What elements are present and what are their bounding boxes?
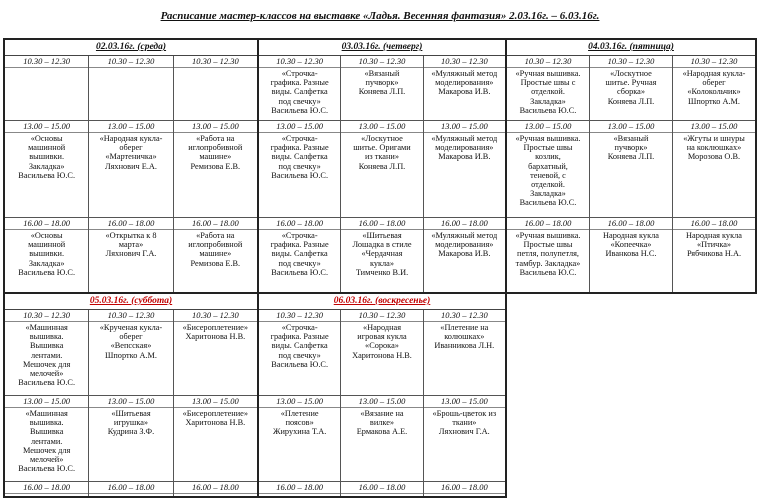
workshop-cell: Народная кукла «Копеечка» Иванкова Н.С.: [603, 231, 659, 259]
workshop-cell: «Строчка- графика. Разные виды. Салфетка под свечку» Васильева Ю.С.: [270, 231, 329, 277]
workshop-cell: «Шитьевая Лошадка в стиле «Чердачная кукла» Тимченко В.И.: [352, 231, 412, 277]
slot-time: 13.00 – 15.00: [89, 121, 172, 133]
day-header: 02.03.16г. (среда): [5, 40, 257, 56]
workshop-cell: «Народная кукла- оберег «Колокольчик» Шпортко А.М.: [682, 69, 746, 106]
time-slot: [174, 396, 257, 482]
schedule-grid: [3, 38, 757, 496]
workshop-cell: «Открытка к 8 марта» Ляхнович Г.А.: [105, 231, 157, 259]
workshop-cell: «Работа на иглопробивной машине» Ремизова Е.В.: [188, 231, 243, 268]
time-slot: [673, 121, 755, 218]
workshop-cell: [5, 68, 88, 70]
slot-time: 10.30 – 12.30: [341, 310, 422, 322]
workshop-cell: [174, 68, 257, 70]
slot-time: 16.00 – 18.00: [673, 218, 755, 230]
time-slot: [259, 482, 340, 496]
slot-time: 13.00 – 15.00: [507, 121, 589, 133]
time-slot: [5, 310, 88, 396]
workshop-cell: «Основы машинной вышивки. Закладка» Васильева Ю.С.: [18, 134, 76, 180]
slot-time: 10.30 – 12.30: [5, 56, 88, 68]
workshop-cell: «Бисероплетение» Харитонова Н.В.: [182, 323, 249, 342]
slot-time: 13.00 – 15.00: [5, 396, 88, 408]
schedule-column: [424, 56, 505, 292]
workshop-cell: «Ручная вышивка. Простые швы козлик, бархатный, теневой, с отделкой. Закладка» Васильева Ю.С.: [515, 134, 581, 208]
time-slot: [89, 310, 172, 396]
day-block-5: [257, 292, 507, 498]
time-slot: [89, 56, 172, 121]
time-slot: [174, 121, 257, 218]
schedule-column: [259, 56, 341, 292]
schedule-column: [89, 56, 173, 292]
time-slot: [424, 56, 505, 121]
day-header: 03.03.16г. (четверг): [259, 40, 505, 56]
time-slot: [590, 218, 672, 288]
slot-time: 13.00 – 15.00: [341, 396, 422, 408]
time-slot: [673, 56, 755, 121]
time-slot: [259, 56, 340, 121]
workshop-cell: «Вязаный пучворк» Коняева Л.П.: [607, 134, 655, 162]
time-slot: [341, 218, 422, 288]
slot-time: 10.30 – 12.30: [89, 310, 172, 322]
workshop-cell: «Ручная вышивка. Простые швы с отделкой. Закладка» Васильева Ю.С.: [515, 69, 581, 115]
workshop-cell: Народная кукла «Птичка» Рябчикова Н.А.: [686, 231, 742, 259]
day-header: 04.03.16г. (пятница): [507, 40, 755, 56]
schedule-column: [590, 56, 673, 292]
workshop-cell: «Плетение на колюшках» Иванникова Л.Н.: [434, 323, 495, 351]
slot-time: 13.00 – 15.00: [174, 396, 257, 408]
workshop-cell: «Народная игровая кукла «Сорока» Харитонова Н.В.: [352, 323, 412, 360]
workshop-cell: «Муляжный метод моделирования» Макарова И.В.: [431, 69, 498, 97]
time-slot: [89, 121, 172, 218]
schedule-column: [89, 310, 173, 496]
time-slot: [424, 218, 505, 288]
slot-time: 10.30 – 12.30: [259, 56, 340, 68]
schedule-column: [259, 310, 341, 496]
workshop-cell: «Бисероплетение» Харитонова Н.В.: [182, 409, 249, 428]
time-slot: [341, 56, 422, 121]
workshop-cell: «Строчка- графика. Разные виды. Салфетка под свечку» Васильева Ю.С.: [270, 323, 329, 369]
time-slot: [174, 482, 257, 496]
slot-time: 10.30 – 12.30: [174, 310, 257, 322]
day-block-2: [257, 38, 507, 294]
slot-time: 16.00 – 18.00: [89, 482, 172, 494]
slot-time: 13.00 – 15.00: [89, 396, 172, 408]
schedule-column: [5, 56, 89, 292]
slot-time: 16.00 – 18.00: [174, 482, 257, 494]
workshop-cell: «Брошь-цветок из ткани» Ляхнович Г.А.: [432, 409, 497, 437]
workshop-cell: «Строчка- графика. Разные виды. Салфетка под свечку» Васильева Ю.С.: [270, 69, 329, 115]
slot-time: 16.00 – 18.00: [507, 218, 589, 230]
time-slot: [590, 121, 672, 218]
day-header: 05.03.16г. (суббота): [5, 294, 257, 310]
workshop-cell: «Ручная вышивка. Простые швы петля, полупетля, тамбур. Закладка» Васильева Ю.С.: [515, 231, 581, 277]
schedule-column: [341, 56, 423, 292]
time-slot: [259, 396, 340, 482]
slot-time: 13.00 – 15.00: [5, 121, 88, 133]
schedule-column: [174, 310, 257, 496]
slot-time: 16.00 – 18.00: [174, 218, 257, 230]
slot-time: 10.30 – 12.30: [424, 310, 505, 322]
day-header: 06.03.16г. (воскресенье): [259, 294, 505, 310]
slot-time: 13.00 – 15.00: [424, 121, 505, 133]
schedule-column: [673, 56, 755, 292]
time-slot: [259, 121, 340, 218]
workshop-cell: «Машинная вышивка. Вышивка лентами. Мешочек для мелочей» Васильева Ю.С.: [18, 409, 76, 474]
time-slot: [341, 121, 422, 218]
slot-time: 13.00 – 15.00: [174, 121, 257, 133]
slot-time: 10.30 – 12.30: [174, 56, 257, 68]
workshop-cell: «Вязание на вилке» Ермакова А.Е.: [356, 409, 408, 437]
time-slot: [507, 121, 589, 218]
time-slot: [174, 218, 257, 288]
workshop-cell: «Муляжный метод моделирования» Макарова И.В.: [431, 134, 498, 162]
workshop-cell: «Народная кукла- оберег «Мартеничка» Ляхнович Е.А.: [99, 134, 163, 171]
workshop-cell: «Лоскутное шитье. Ручная сборка» Коняева Л.П.: [605, 69, 657, 106]
time-slot: [174, 56, 257, 121]
slot-time: 16.00 – 18.00: [424, 482, 505, 494]
time-slot: [424, 396, 505, 482]
slot-time: 10.30 – 12.30: [89, 56, 172, 68]
day-block-1: [3, 38, 259, 294]
slot-time: 10.30 – 12.30: [259, 310, 340, 322]
time-slot: [174, 310, 257, 396]
time-slot: [5, 218, 88, 288]
time-slot: [259, 218, 340, 288]
day-block-3: [505, 38, 757, 294]
time-slot: [424, 121, 505, 218]
workshop-cell: [89, 68, 172, 70]
slot-time: 10.30 – 12.30: [341, 56, 422, 68]
slot-time: 13.00 – 15.00: [341, 121, 422, 133]
slot-time: 13.00 – 15.00: [424, 396, 505, 408]
time-slot: [424, 482, 505, 496]
slot-time: 13.00 – 15.00: [259, 396, 340, 408]
workshop-cell: «Плетение поясов» Жирухина Т.А.: [273, 409, 327, 437]
slot-time: 13.00 – 15.00: [673, 121, 755, 133]
time-slot: [507, 56, 589, 121]
workshop-cell: «Муляжный метод моделирования» Макарова И.В.: [431, 231, 498, 259]
schedule-column: [507, 56, 590, 292]
workshop-cell: «Жгуты и шнуры на коклюшках» Морозова О.В.: [683, 134, 745, 162]
workshop-cell: «Вязаный пучворк» Коняева Л.П.: [358, 69, 406, 97]
time-slot: [341, 482, 422, 496]
schedule-column: [424, 310, 505, 496]
slot-time: 10.30 – 12.30: [507, 56, 589, 68]
time-slot: [5, 482, 88, 496]
workshop-cell: «Лоскутное шитье. Оригами из ткани» Коняева Л.П.: [353, 134, 411, 171]
workshop-cell: «Шитьевая игрушка» Кудрина З.Ф.: [107, 409, 155, 437]
schedule-column: [341, 310, 423, 496]
workshop-cell: «Основы машинной вышивки. Закладка» Васильева Ю.С.: [18, 231, 76, 277]
time-slot: [259, 310, 340, 396]
slot-time: 16.00 – 18.00: [259, 218, 340, 230]
slot-time: 13.00 – 15.00: [259, 121, 340, 133]
time-slot: [424, 310, 505, 396]
time-slot: [5, 121, 88, 218]
time-slot: [341, 310, 422, 396]
workshop-cell: «Работа на иглопробивной машине» Ремизова Е.В.: [188, 134, 243, 171]
slot-time: 10.30 – 12.30: [424, 56, 505, 68]
slot-time: 10.30 – 12.30: [5, 310, 88, 322]
schedule-column: [174, 56, 257, 292]
time-slot: [89, 482, 172, 496]
slot-time: 13.00 – 15.00: [590, 121, 672, 133]
page-title: Расписание мастер-классов на выставке «Ладья. Весенняя фантазия» 2.03.16г. – 6.03.16г.: [160, 10, 600, 22]
time-slot: [673, 218, 755, 288]
time-slot: [89, 396, 172, 482]
workshop-cell: «Машинная вышивка. Вышивка лентами. Мешочек для мелочей» Васильева Ю.С.: [18, 323, 76, 388]
slot-time: 16.00 – 18.00: [590, 218, 672, 230]
slot-time: 16.00 – 18.00: [341, 218, 422, 230]
slot-time: 10.30 – 12.30: [590, 56, 672, 68]
time-slot: [5, 56, 88, 121]
slot-time: 16.00 – 18.00: [5, 218, 88, 230]
slot-time: 16.00 – 18.00: [424, 218, 505, 230]
slot-time: 16.00 – 18.00: [5, 482, 88, 494]
slot-time: 16.00 – 18.00: [89, 218, 172, 230]
time-slot: [89, 218, 172, 288]
workshop-cell: «Крученая кукла- оберег «Вепсская» Шпортко А.М.: [99, 323, 163, 360]
time-slot: [590, 56, 672, 121]
workshop-cell: «Строчка- графика. Разные виды. Салфетка под свечку» Васильева Ю.С.: [270, 134, 329, 180]
slot-time: 16.00 – 18.00: [259, 482, 340, 494]
slot-time: 10.30 – 12.30: [673, 56, 755, 68]
day-block-4: [3, 292, 259, 498]
time-slot: [507, 218, 589, 288]
time-slot: [341, 396, 422, 482]
slot-time: 16.00 – 18.00: [341, 482, 422, 494]
time-slot: [5, 396, 88, 482]
schedule-column: [5, 310, 89, 496]
